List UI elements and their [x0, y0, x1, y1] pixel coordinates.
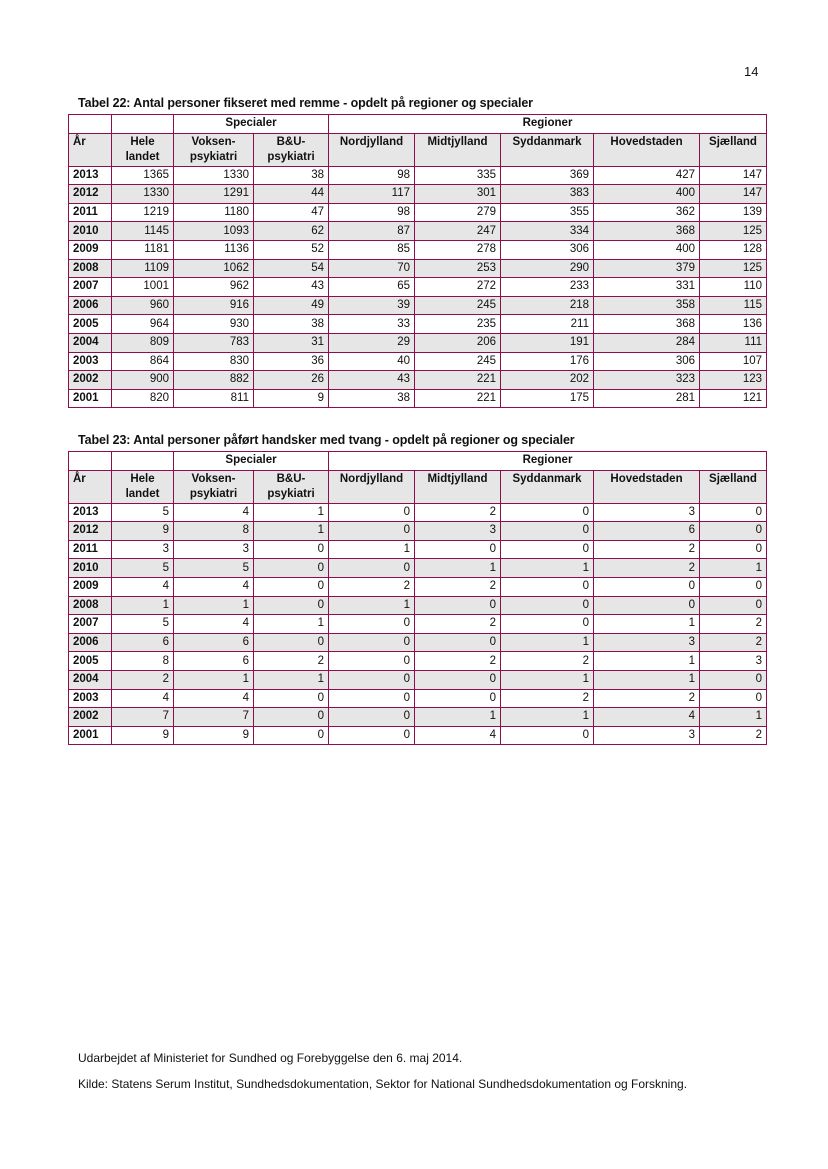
value-cell: 1 — [254, 615, 329, 634]
value-cell: 1 — [501, 670, 594, 689]
value-cell: 1 — [594, 652, 700, 671]
table-row — [69, 596, 767, 615]
value-cell: 0 — [329, 615, 415, 634]
year-cell: 2006 — [69, 296, 112, 315]
table22-header-row-2 — [69, 133, 767, 166]
value-cell: 0 — [700, 689, 767, 708]
value-cell: 54 — [254, 259, 329, 278]
value-cell: 4 — [415, 726, 501, 745]
value-cell: 70 — [329, 259, 415, 278]
table-row — [69, 333, 767, 352]
value-cell: 0 — [700, 577, 767, 596]
value-cell: 65 — [329, 278, 415, 297]
value-cell: 175 — [501, 389, 594, 408]
value-cell: 4 — [112, 689, 174, 708]
value-cell: 3 — [112, 540, 174, 559]
year-cell: 2010 — [69, 222, 112, 241]
value-cell: 2 — [700, 633, 767, 652]
value-cell: 5 — [174, 559, 254, 578]
table-row — [69, 577, 767, 596]
value-cell: 2 — [415, 503, 501, 522]
value-cell: 235 — [415, 315, 501, 334]
value-cell: 900 — [112, 371, 174, 390]
table-row — [69, 540, 767, 559]
value-cell: 1 — [174, 670, 254, 689]
value-cell: 1 — [594, 615, 700, 634]
table23 — [68, 451, 767, 745]
year-cell: 2011 — [69, 203, 112, 222]
value-cell: 0 — [415, 596, 501, 615]
value-cell: 830 — [174, 352, 254, 371]
value-cell: 0 — [254, 596, 329, 615]
value-cell: 38 — [329, 389, 415, 408]
value-cell: 1 — [254, 503, 329, 522]
value-cell: 0 — [254, 559, 329, 578]
value-cell: 8 — [112, 652, 174, 671]
value-cell: 400 — [594, 240, 700, 259]
value-cell: 5 — [112, 615, 174, 634]
value-cell: 191 — [501, 333, 594, 352]
value-cell: 2 — [594, 689, 700, 708]
table23-caption: Tabel 23: Antal personer påført handsker med tvang - opdelt på regioner og specialer — [78, 433, 575, 447]
year-cell: 2007 — [69, 615, 112, 634]
year-cell: 2003 — [69, 689, 112, 708]
value-cell: 301 — [415, 185, 501, 204]
value-cell: 206 — [415, 333, 501, 352]
value-cell: 44 — [254, 185, 329, 204]
value-cell: 1 — [329, 596, 415, 615]
value-cell: 0 — [254, 540, 329, 559]
value-cell: 115 — [700, 296, 767, 315]
value-cell: 331 — [594, 278, 700, 297]
value-cell: 4 — [174, 577, 254, 596]
year-cell: 2013 — [69, 503, 112, 522]
value-cell: 368 — [594, 222, 700, 241]
table-row — [69, 633, 767, 652]
value-cell: 139 — [700, 203, 767, 222]
table23-header-row-1 — [69, 452, 767, 471]
col-header-sjaelland: Sjælland — [700, 470, 767, 503]
year-cell: 2001 — [69, 726, 112, 745]
value-cell: 117 — [329, 185, 415, 204]
value-cell: 0 — [254, 689, 329, 708]
year-cell: 2007 — [69, 278, 112, 297]
value-cell: 29 — [329, 333, 415, 352]
year-cell: 2004 — [69, 670, 112, 689]
value-cell: 247 — [415, 222, 501, 241]
value-cell: 40 — [329, 352, 415, 371]
value-cell: 1 — [254, 670, 329, 689]
value-cell: 2 — [594, 540, 700, 559]
value-cell: 9 — [174, 726, 254, 745]
col-header-ar: År — [69, 470, 112, 503]
table22-specialer-header: Specialer — [174, 115, 329, 134]
value-cell: 7 — [174, 708, 254, 727]
col-header-bu-psykiatri: B&U- psykiatri — [254, 133, 329, 166]
col-header-ar: År — [69, 133, 112, 166]
value-cell: 0 — [254, 708, 329, 727]
value-cell: 1 — [594, 670, 700, 689]
value-cell: 218 — [501, 296, 594, 315]
value-cell: 176 — [501, 352, 594, 371]
value-cell: 62 — [254, 222, 329, 241]
value-cell: 960 — [112, 296, 174, 315]
col-header-bu-psykiatri: B&U- psykiatri — [254, 470, 329, 503]
value-cell: 9 — [112, 522, 174, 541]
value-cell: 6 — [174, 633, 254, 652]
value-cell: 0 — [594, 596, 700, 615]
value-cell: 0 — [329, 559, 415, 578]
value-cell: 233 — [501, 278, 594, 297]
value-cell: 4 — [174, 615, 254, 634]
table22-header-row-1 — [69, 115, 767, 134]
value-cell: 2 — [112, 670, 174, 689]
value-cell: 864 — [112, 352, 174, 371]
value-cell: 125 — [700, 259, 767, 278]
value-cell: 221 — [415, 371, 501, 390]
table-row — [69, 166, 767, 185]
value-cell: 0 — [415, 670, 501, 689]
value-cell: 147 — [700, 166, 767, 185]
table22-caption: Tabel 22: Antal personer fikseret med remme - opdelt på regioner og specialer — [78, 96, 533, 110]
value-cell: 1291 — [174, 185, 254, 204]
value-cell: 0 — [501, 522, 594, 541]
value-cell: 43 — [329, 371, 415, 390]
value-cell: 3 — [174, 540, 254, 559]
year-cell: 2002 — [69, 371, 112, 390]
value-cell: 36 — [254, 352, 329, 371]
value-cell: 1 — [254, 522, 329, 541]
value-cell: 0 — [501, 596, 594, 615]
col-header-syddanmark: Syddanmark — [501, 470, 594, 503]
table-row — [69, 652, 767, 671]
table-row — [69, 222, 767, 241]
value-cell: 1219 — [112, 203, 174, 222]
value-cell: 9 — [254, 389, 329, 408]
table-row — [69, 726, 767, 745]
value-cell: 121 — [700, 389, 767, 408]
value-cell: 1 — [501, 559, 594, 578]
value-cell: 383 — [501, 185, 594, 204]
value-cell: 1180 — [174, 203, 254, 222]
value-cell: 253 — [415, 259, 501, 278]
value-cell: 0 — [329, 633, 415, 652]
value-cell: 290 — [501, 259, 594, 278]
value-cell: 123 — [700, 371, 767, 390]
value-cell: 0 — [700, 596, 767, 615]
table-row — [69, 185, 767, 204]
value-cell: 1 — [501, 633, 594, 652]
value-cell: 1 — [329, 540, 415, 559]
value-cell: 0 — [415, 633, 501, 652]
value-cell: 31 — [254, 333, 329, 352]
table23-specialer-header: Specialer — [174, 452, 329, 471]
value-cell: 87 — [329, 222, 415, 241]
value-cell: 2 — [415, 615, 501, 634]
value-cell: 809 — [112, 333, 174, 352]
value-cell: 355 — [501, 203, 594, 222]
col-header-hele-landet: Hele landet — [112, 133, 174, 166]
value-cell: 0 — [700, 522, 767, 541]
value-cell: 8 — [174, 522, 254, 541]
value-cell: 930 — [174, 315, 254, 334]
value-cell: 3 — [594, 726, 700, 745]
table-row — [69, 203, 767, 222]
value-cell: 1062 — [174, 259, 254, 278]
table-row — [69, 352, 767, 371]
value-cell: 279 — [415, 203, 501, 222]
value-cell: 125 — [700, 222, 767, 241]
col-header-midtjylland: Midtjylland — [415, 470, 501, 503]
table-row — [69, 559, 767, 578]
value-cell: 2 — [700, 726, 767, 745]
value-cell: 334 — [501, 222, 594, 241]
table-row — [69, 503, 767, 522]
col-header-hovedstaden: Hovedstaden — [594, 133, 700, 166]
value-cell: 2 — [415, 577, 501, 596]
value-cell: 0 — [329, 652, 415, 671]
value-cell: 0 — [415, 689, 501, 708]
value-cell: 4 — [112, 577, 174, 596]
value-cell: 49 — [254, 296, 329, 315]
value-cell: 306 — [594, 352, 700, 371]
value-cell: 0 — [700, 540, 767, 559]
year-cell: 2004 — [69, 333, 112, 352]
value-cell: 400 — [594, 185, 700, 204]
value-cell: 136 — [700, 315, 767, 334]
value-cell: 0 — [594, 577, 700, 596]
value-cell: 43 — [254, 278, 329, 297]
table-row — [69, 689, 767, 708]
year-cell: 2009 — [69, 240, 112, 259]
value-cell: 0 — [415, 540, 501, 559]
value-cell: 0 — [700, 503, 767, 522]
value-cell: 272 — [415, 278, 501, 297]
value-cell: 98 — [329, 203, 415, 222]
value-cell: 1109 — [112, 259, 174, 278]
table-row — [69, 708, 767, 727]
value-cell: 1093 — [174, 222, 254, 241]
value-cell: 284 — [594, 333, 700, 352]
table-row — [69, 296, 767, 315]
table22-body — [69, 166, 767, 408]
value-cell: 47 — [254, 203, 329, 222]
value-cell: 2 — [415, 652, 501, 671]
value-cell: 811 — [174, 389, 254, 408]
table23-regioner-header: Regioner — [329, 452, 767, 471]
year-cell: 2011 — [69, 540, 112, 559]
table-row — [69, 670, 767, 689]
value-cell: 1001 — [112, 278, 174, 297]
value-cell: 0 — [254, 726, 329, 745]
value-cell: 38 — [254, 166, 329, 185]
value-cell: 323 — [594, 371, 700, 390]
value-cell: 1 — [112, 596, 174, 615]
table-row — [69, 371, 767, 390]
col-header-hele-landet: Hele landet — [112, 470, 174, 503]
table22-regioner-header: Regioner — [329, 115, 767, 134]
col-header-sjaelland: Sjælland — [700, 133, 767, 166]
year-cell: 2006 — [69, 633, 112, 652]
value-cell: 0 — [501, 615, 594, 634]
value-cell: 369 — [501, 166, 594, 185]
value-cell: 0 — [329, 503, 415, 522]
value-cell: 335 — [415, 166, 501, 185]
value-cell: 245 — [415, 296, 501, 315]
value-cell: 1 — [700, 708, 767, 727]
value-cell: 202 — [501, 371, 594, 390]
value-cell: 1365 — [112, 166, 174, 185]
value-cell: 221 — [415, 389, 501, 408]
value-cell: 281 — [594, 389, 700, 408]
value-cell: 3 — [700, 652, 767, 671]
table-row — [69, 522, 767, 541]
value-cell: 3 — [594, 503, 700, 522]
year-cell: 2002 — [69, 708, 112, 727]
value-cell: 7 — [112, 708, 174, 727]
value-cell: 245 — [415, 352, 501, 371]
value-cell: 1 — [415, 708, 501, 727]
col-header-hovedstaden: Hovedstaden — [594, 470, 700, 503]
value-cell: 4 — [174, 503, 254, 522]
value-cell: 26 — [254, 371, 329, 390]
year-cell: 2001 — [69, 389, 112, 408]
value-cell: 110 — [700, 278, 767, 297]
value-cell: 6 — [594, 522, 700, 541]
footer-source: Kilde: Statens Serum Institut, Sundhedsdokumentation, Sektor for National Sundhedsdokumentation og Forskning. — [78, 1077, 688, 1091]
table-row — [69, 315, 767, 334]
value-cell: 98 — [329, 166, 415, 185]
value-cell: 962 — [174, 278, 254, 297]
value-cell: 38 — [254, 315, 329, 334]
value-cell: 6 — [174, 652, 254, 671]
value-cell: 1 — [174, 596, 254, 615]
value-cell: 4 — [594, 708, 700, 727]
value-cell: 2 — [329, 577, 415, 596]
value-cell: 820 — [112, 389, 174, 408]
value-cell: 0 — [501, 726, 594, 745]
value-cell: 85 — [329, 240, 415, 259]
value-cell: 3 — [594, 633, 700, 652]
value-cell: 2 — [594, 559, 700, 578]
value-cell: 2 — [501, 652, 594, 671]
year-cell: 2012 — [69, 522, 112, 541]
col-header-syddanmark: Syddanmark — [501, 133, 594, 166]
year-cell: 2013 — [69, 166, 112, 185]
value-cell: 2 — [700, 615, 767, 634]
year-cell: 2009 — [69, 577, 112, 596]
col-header-midtjylland: Midtjylland — [415, 133, 501, 166]
value-cell: 5 — [112, 559, 174, 578]
value-cell: 368 — [594, 315, 700, 334]
value-cell: 3 — [415, 522, 501, 541]
value-cell: 0 — [501, 540, 594, 559]
value-cell: 33 — [329, 315, 415, 334]
col-header-nordjylland: Nordjylland — [329, 470, 415, 503]
value-cell: 783 — [174, 333, 254, 352]
year-cell: 2012 — [69, 185, 112, 204]
value-cell: 1 — [415, 559, 501, 578]
value-cell: 39 — [329, 296, 415, 315]
value-cell: 1330 — [112, 185, 174, 204]
value-cell: 128 — [700, 240, 767, 259]
year-cell: 2008 — [69, 596, 112, 615]
table-row — [69, 240, 767, 259]
value-cell: 882 — [174, 371, 254, 390]
value-cell: 0 — [329, 689, 415, 708]
value-cell: 0 — [329, 708, 415, 727]
value-cell: 147 — [700, 185, 767, 204]
value-cell: 278 — [415, 240, 501, 259]
value-cell: 964 — [112, 315, 174, 334]
footer-prepared-by: Udarbejdet af Ministeriet for Sundhed og Forebyggelse den 6. maj 2014. — [78, 1051, 463, 1065]
value-cell: 111 — [700, 333, 767, 352]
value-cell: 427 — [594, 166, 700, 185]
year-cell: 2003 — [69, 352, 112, 371]
year-cell: 2008 — [69, 259, 112, 278]
year-cell: 2005 — [69, 652, 112, 671]
year-cell: 2005 — [69, 315, 112, 334]
table-row — [69, 615, 767, 634]
value-cell: 5 — [112, 503, 174, 522]
table-row — [69, 389, 767, 408]
value-cell: 0 — [501, 577, 594, 596]
value-cell: 9 — [112, 726, 174, 745]
value-cell: 0 — [329, 726, 415, 745]
value-cell: 306 — [501, 240, 594, 259]
value-cell: 2 — [501, 689, 594, 708]
value-cell: 0 — [254, 577, 329, 596]
value-cell: 362 — [594, 203, 700, 222]
table23-header-row-2 — [69, 470, 767, 503]
value-cell: 358 — [594, 296, 700, 315]
col-header-voksenpsykiatri: Voksen- psykiatri — [174, 133, 254, 166]
value-cell: 1136 — [174, 240, 254, 259]
value-cell: 0 — [254, 633, 329, 652]
value-cell: 1181 — [112, 240, 174, 259]
year-cell: 2010 — [69, 559, 112, 578]
value-cell: 0 — [329, 670, 415, 689]
table-row — [69, 278, 767, 297]
value-cell: 0 — [329, 522, 415, 541]
value-cell: 6 — [112, 633, 174, 652]
table23-body — [69, 503, 767, 745]
value-cell: 1 — [501, 708, 594, 727]
table22 — [68, 114, 767, 408]
value-cell: 1330 — [174, 166, 254, 185]
col-header-voksenpsykiatri: Voksen- psykiatri — [174, 470, 254, 503]
value-cell: 379 — [594, 259, 700, 278]
value-cell: 1 — [700, 559, 767, 578]
page-number: 14 — [744, 64, 759, 79]
table-row — [69, 259, 767, 278]
value-cell: 4 — [174, 689, 254, 708]
value-cell: 0 — [501, 503, 594, 522]
value-cell: 2 — [254, 652, 329, 671]
value-cell: 1145 — [112, 222, 174, 241]
value-cell: 211 — [501, 315, 594, 334]
value-cell: 0 — [700, 670, 767, 689]
col-header-nordjylland: Nordjylland — [329, 133, 415, 166]
value-cell: 52 — [254, 240, 329, 259]
value-cell: 916 — [174, 296, 254, 315]
value-cell: 107 — [700, 352, 767, 371]
